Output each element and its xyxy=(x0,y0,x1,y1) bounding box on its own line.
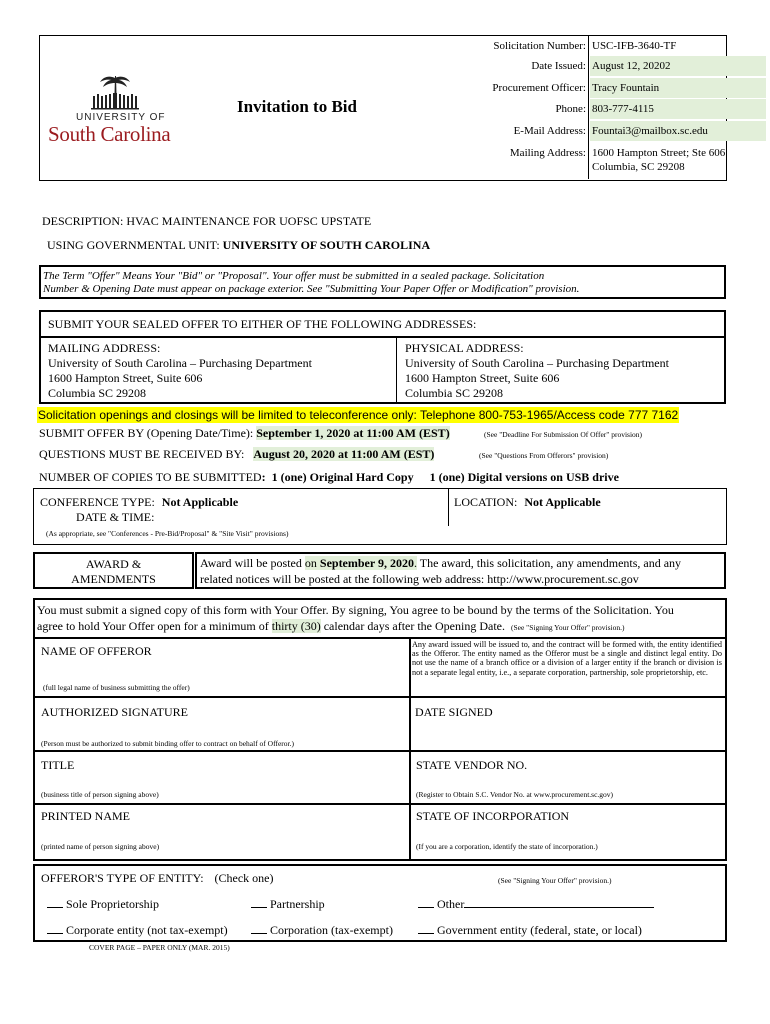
date-signed-label: DATE SIGNED xyxy=(415,705,493,719)
procurement-officer-row xyxy=(40,78,726,98)
university-line2: South Carolina xyxy=(48,122,171,146)
entity-type-box xyxy=(33,864,727,942)
printed-name-label: PRINTED NAME xyxy=(41,809,130,823)
award-label-box xyxy=(33,552,194,589)
corporate-entity-label: Corporate entity (not tax-exempt) xyxy=(66,923,228,937)
rule-4 xyxy=(35,803,725,805)
header-box xyxy=(39,35,727,181)
conference-box xyxy=(33,488,727,545)
mailing-address-value2: Columbia, SC 29208 xyxy=(592,161,685,173)
addresses-divider-v xyxy=(396,336,397,404)
option-government-entity[interactable] xyxy=(418,923,642,938)
solicitation-number-row xyxy=(40,36,726,56)
title-label: TITLE xyxy=(41,758,75,772)
option-partnership[interactable] xyxy=(251,897,325,912)
date-issued-label: Date Issued: xyxy=(531,60,586,72)
addresses-heading: SUBMIT YOUR SEALED OFFER TO EITHER OF THE FOLLOWING ADDRESSES: xyxy=(48,317,477,331)
physical-line3: Columbia SC 29208 xyxy=(405,386,504,400)
governmental-unit-label: USING GOVERNMENTAL UNIT: xyxy=(47,238,220,252)
addresses-divider-h xyxy=(41,336,724,338)
vendor-no-label: STATE VENDOR NO. xyxy=(416,758,528,772)
award-text-box xyxy=(195,552,726,589)
signature-intro-note: (See "Signing Your Offer" provision.) xyxy=(510,623,625,632)
option-corporate-entity[interactable] xyxy=(47,923,228,938)
location-value: Not Applicable xyxy=(524,495,601,509)
government-entity-label: Government entity (federal, state, or local) xyxy=(437,923,642,937)
signature-divider-v xyxy=(409,637,411,859)
email-row xyxy=(40,121,726,141)
signature-intro-post: calendar days after the Opening Date. xyxy=(320,619,505,633)
signature-intro-pre: agree to hold Your Offer open for a minimum of xyxy=(37,619,272,633)
conference-note: (As appropriate, see "Conferences - Pre-Bid/Proposal" & "Site Visit" provisions) xyxy=(46,529,289,538)
rule-3 xyxy=(35,750,725,752)
questions-value: August 20, 2020 at 11:00 AM (EST) xyxy=(253,447,435,461)
solicitation-number-label: Solicitation Number: xyxy=(493,40,586,52)
submit-by-row xyxy=(39,426,450,441)
procurement-officer-value: Tracy Fountain xyxy=(590,78,766,98)
entity-type-label: OFFEROR'S TYPE OF ENTITY: xyxy=(41,871,204,885)
conference-type-label: CONFERENCE TYPE: xyxy=(40,495,155,509)
mailing-address-label: Mailing Address: xyxy=(509,147,586,159)
date-issued-value: August 12, 20202 xyxy=(590,56,766,76)
questions-label: QUESTIONS MUST BE RECEIVED BY: xyxy=(39,447,245,461)
award-period: . xyxy=(414,556,417,570)
signature-intro-days: thirty (30) xyxy=(271,619,321,633)
signature-section xyxy=(33,598,727,861)
physical-line1: University of South Carolina – Purchasing Department xyxy=(405,356,669,370)
sole-proprietorship-label: Sole Proprietorship xyxy=(66,897,159,911)
submit-by-label: SUBMIT OFFER BY (Opening Date/Time): xyxy=(39,426,254,440)
conference-date-label: DATE & TIME: xyxy=(76,510,155,524)
procurement-officer-label: Procurement Officer: xyxy=(492,82,586,94)
mailing-line1: University of South Carolina – Purchasing Department xyxy=(48,356,312,370)
location-label: LOCATION: xyxy=(454,495,518,509)
partnership-label: Partnership xyxy=(270,897,325,911)
notice-line1: The Term "Offer" Means Your "Bid" or "Proposal". Your offer must be submitted in a sealed package. Solicitation xyxy=(43,270,545,282)
date-issued-row xyxy=(40,56,726,76)
addresses-box xyxy=(39,310,726,404)
entity-type-row xyxy=(41,871,274,886)
submit-by-note: (See "Deadline For Submission Of Offer" provision) xyxy=(484,430,643,439)
signature-intro-line2 xyxy=(37,619,624,634)
copies-colon: : xyxy=(261,470,266,484)
phone-label: Phone: xyxy=(555,103,586,115)
offeror-name-label: NAME OF OFFEROR xyxy=(41,644,152,658)
physical-title: PHYSICAL ADDRESS: xyxy=(405,341,524,355)
offeror-name-note: (full legal name of business submitting the offer) xyxy=(43,683,190,692)
award-line1 xyxy=(200,556,681,571)
copies-row xyxy=(39,470,619,485)
rule-1 xyxy=(35,637,725,639)
teleconference-notice: Solicitation openings and closings will be limited to teleconference only: Telephone 800-753-1965/Access code 777 7162 xyxy=(38,408,679,422)
notice-box xyxy=(39,265,726,299)
mailing-address-row2 xyxy=(40,157,726,177)
corporation-tax-exempt-label: Corporation (tax-exempt) xyxy=(270,923,393,937)
phone-value: 803-777-4115 xyxy=(590,99,766,119)
other-label: Other xyxy=(437,897,465,911)
mailing-address-value: 1600 Hampton Street; Ste 606 xyxy=(592,147,726,159)
authorized-signature-note: (Person must be authorized to submit binding offer to contract on behalf of Offeror.) xyxy=(41,739,294,748)
mailing-address-block xyxy=(48,341,312,401)
award-label2: AMENDMENTS xyxy=(71,572,156,586)
signature-intro-line1: You must submit a signed copy of this form with Your Offer. By signing, You agree to be bound by the terms of the Solicitation. You xyxy=(37,603,674,617)
incorporation-label: STATE OF INCORPORATION xyxy=(416,809,570,823)
vendor-no-note: (Register to Obtain S.C. Vendor No. at www.procurement.sc.gov) xyxy=(416,790,614,799)
award-text-pre: Award will be posted xyxy=(200,556,305,570)
printed-name-note: (printed name of person signing above) xyxy=(41,842,160,851)
governmental-unit xyxy=(47,238,430,253)
questions-note: (See "Questions From Offerors" provision) xyxy=(479,451,609,460)
copies-value1: 1 (one) Original Hard Copy xyxy=(271,470,414,484)
corporation-tax-exempt-checkbox[interactable] xyxy=(251,933,267,934)
government-entity-checkbox[interactable] xyxy=(418,933,434,934)
physical-line2: 1600 Hampton Street, Suite 606 xyxy=(405,371,560,385)
other-input[interactable] xyxy=(464,907,654,908)
university-line1: UNIVERSITY OF xyxy=(76,112,166,123)
email-label: E-Mail Address: xyxy=(513,125,586,137)
option-other[interactable] xyxy=(418,897,654,912)
partnership-checkbox[interactable] xyxy=(251,907,267,908)
email-value: Fountai3@mailbox.sc.edu xyxy=(590,121,766,141)
corporate-entity-checkbox[interactable] xyxy=(47,933,63,934)
option-corporation-tax-exempt[interactable] xyxy=(251,923,393,938)
award-label1: AWARD & xyxy=(85,557,142,571)
copies-label: NUMBER OF COPIES TO BE SUBMITTED xyxy=(39,470,262,484)
award-date: September 9, 2020 xyxy=(319,556,414,570)
award-text-on: on xyxy=(304,556,320,570)
governmental-unit-value: UNIVERSITY OF SOUTH CAROLINA xyxy=(222,238,431,252)
award-text-post: The award, this solicitation, any amendments, and any xyxy=(417,556,682,570)
mailing-title: MAILING ADDRESS: xyxy=(48,341,161,355)
copies-value2: 1 (one) Digital versions on USB drive xyxy=(429,470,619,484)
physical-address-block xyxy=(405,341,669,401)
phone-row xyxy=(40,99,726,119)
option-sole-proprietorship[interactable] xyxy=(47,897,159,912)
conference-divider xyxy=(448,489,449,526)
mailing-line2: 1600 Hampton Street, Suite 606 xyxy=(48,371,203,385)
offeror-award-note: Any award issued will be issued to, and the contract will be formed with, the entity identified as the Offeror. The entity named as the Offeror must be a single and distinct legal entity. Do not use the name of a branch office or a division of a larger entity if the branch or division is not a separate legal entity, i.e., a separate corporation, partnership, sole proprietorship, etc. xyxy=(412,640,722,677)
award-line2: related notices will be posted at the following web address: http://www.procurement.sc.gov xyxy=(200,572,639,586)
entity-type-note: (See "Signing Your Offer" provision.) xyxy=(498,876,612,885)
description: DESCRIPTION: HVAC MAINTENANCE FOR UOFSC UPSTATE xyxy=(42,214,372,228)
questions-row xyxy=(39,447,434,462)
notice-line2: Number & Opening Date must appear on package exterior. See "Submitting Your Paper Offer or Modification" provision. xyxy=(43,283,580,295)
conference-type xyxy=(40,495,238,510)
title-note: (business title of person signing above) xyxy=(41,790,159,799)
submit-by-value: September 1, 2020 at 11:00 AM (EST) xyxy=(256,426,450,440)
incorporation-note: (If you are a corporation, identify the state of incorporation.) xyxy=(416,842,598,851)
conference-type-value: Not Applicable xyxy=(161,495,239,509)
mailing-line3: Columbia SC 29208 xyxy=(48,386,147,400)
sole-proprietorship-checkbox[interactable] xyxy=(47,907,63,908)
rule-2 xyxy=(35,696,725,698)
page-title: Invitation to Bid xyxy=(237,97,357,116)
other-checkbox[interactable] xyxy=(418,907,434,908)
conference-location xyxy=(454,495,601,510)
solicitation-number-value: USC-IFB-3640-TF xyxy=(592,40,677,52)
authorized-signature-label: AUTHORIZED SIGNATURE xyxy=(41,705,188,719)
footer: COVER PAGE – PAPER ONLY (MAR. 2015) xyxy=(89,943,230,952)
entity-check-label: (Check one) xyxy=(214,871,274,885)
